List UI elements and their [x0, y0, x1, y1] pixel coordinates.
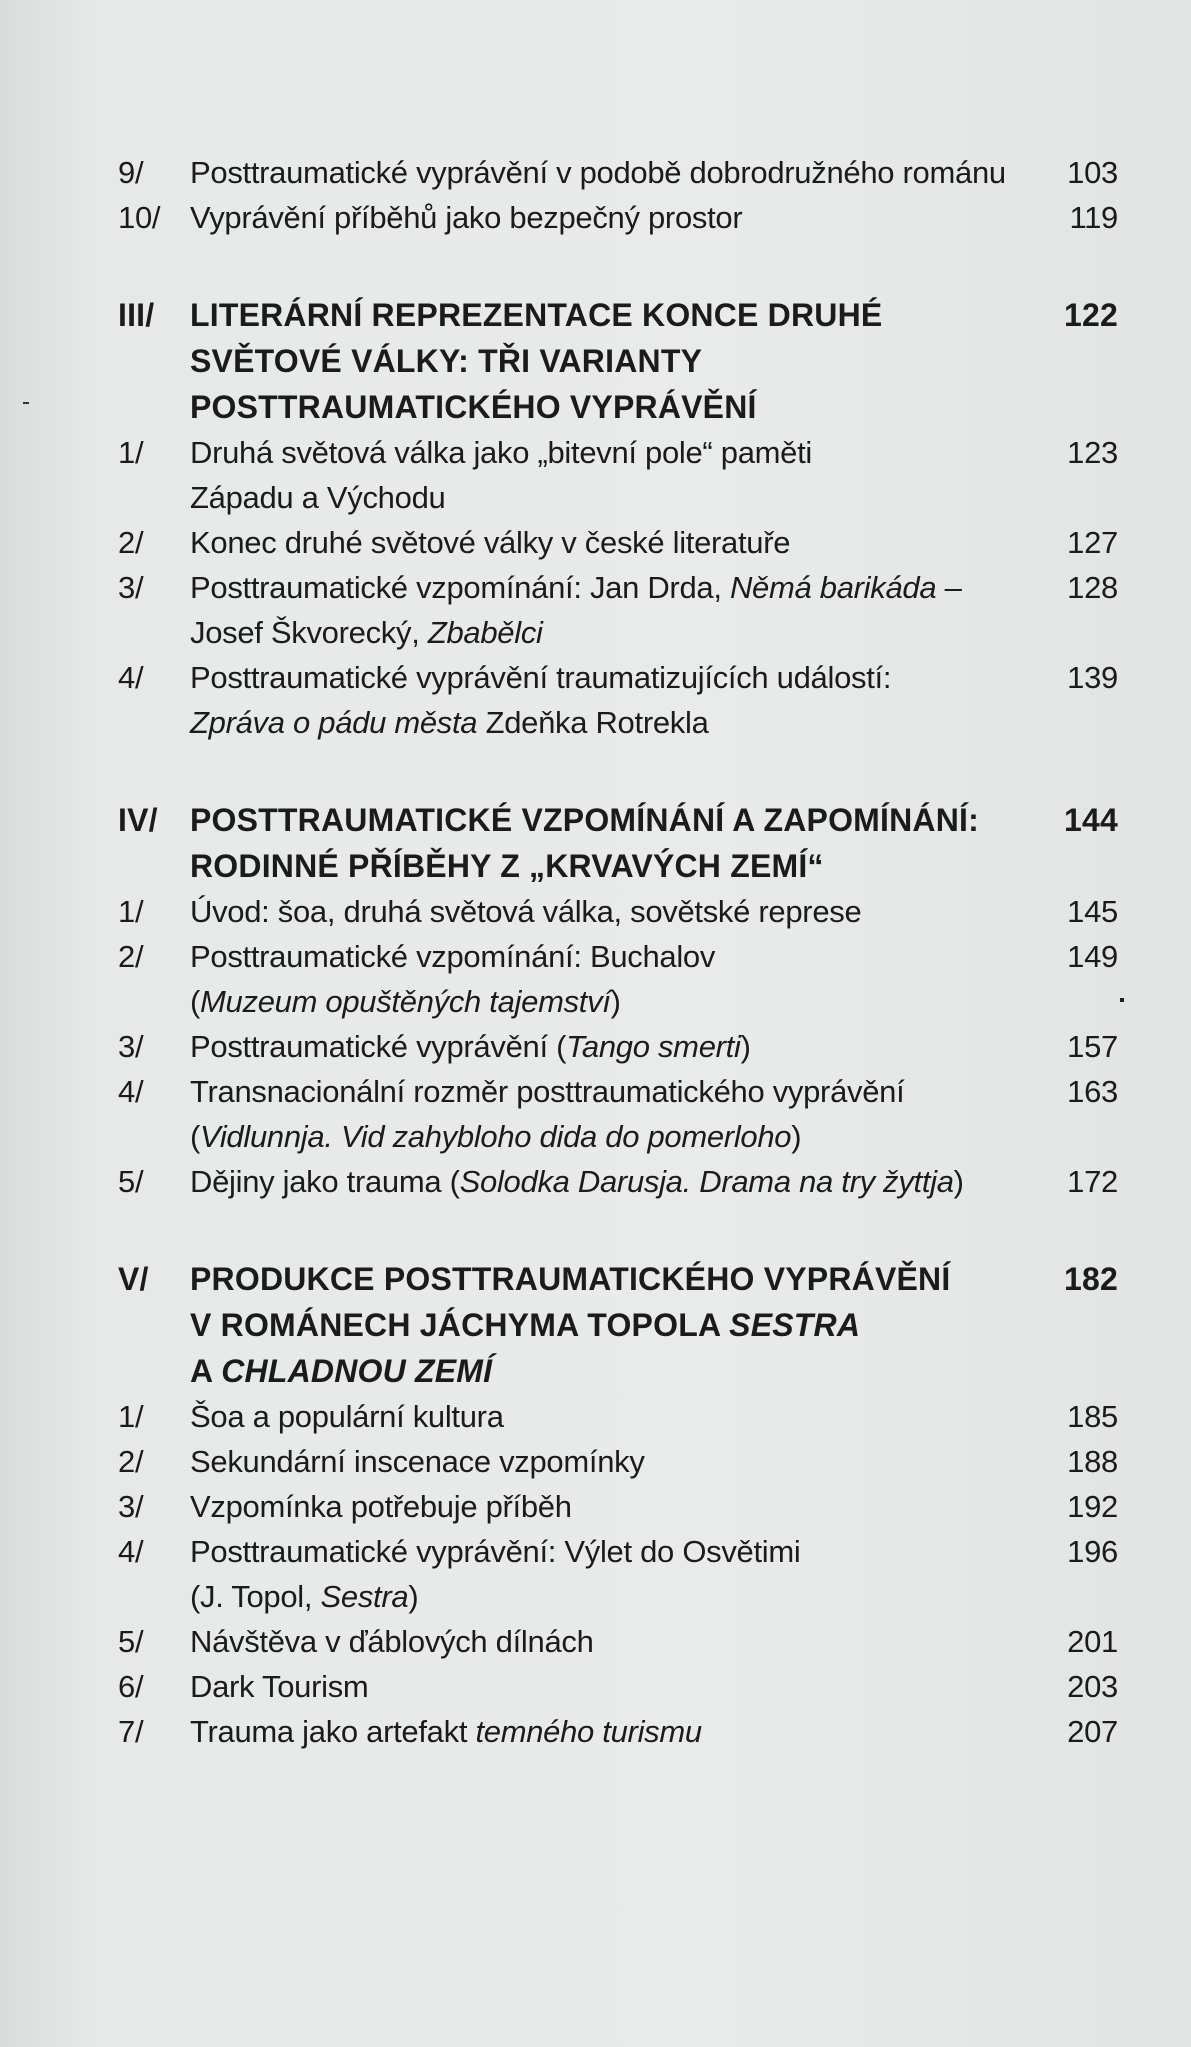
toc-entry[interactable] [118, 655, 1118, 745]
toc-entry[interactable] [118, 1439, 1118, 1484]
part-title-line: LITERÁRNÍ REPREZENTACE KONCE DRUHÉ [190, 297, 883, 333]
toc-entry[interactable] [118, 1394, 1118, 1439]
part-title-italic: CHLADNOU ZEMÍ [221, 1353, 493, 1389]
entry-title-text: Posttraumatické vzpomínání: Buchalov [190, 939, 716, 974]
entry-page: 128 [1067, 570, 1118, 605]
toc-entry[interactable] [118, 520, 1118, 565]
entry-title-italic: Tango smerti [566, 1029, 741, 1064]
entry-page: 127 [1067, 525, 1118, 560]
entry-title-line: Západu a Východu [190, 480, 446, 515]
entry-number: 4/ [118, 660, 144, 695]
toc-part-heading[interactable] [118, 292, 1118, 430]
toc-entry[interactable] [118, 1159, 1118, 1204]
entry-title-italic: temného turismu [475, 1714, 702, 1749]
toc-entry[interactable] [118, 150, 1118, 195]
entry-title [190, 430, 1058, 520]
part-title-line: A [190, 1353, 222, 1389]
entry-title [190, 565, 1058, 655]
entry-title-text: ) [953, 1164, 964, 1199]
entry-title-text: Josef Škvorecký, [190, 615, 428, 650]
entry-title-text: Zdeňka Rotrekla [477, 705, 709, 740]
entry-title-text: Posttraumatické vzpomínání: Jan Drda, [190, 570, 730, 605]
toc-entry[interactable] [118, 1529, 1118, 1619]
entry-number: 7/ [118, 1714, 144, 1749]
entry-number: 3/ [118, 1489, 144, 1524]
entry-title-text: (J. Topol, [190, 1579, 321, 1614]
toc-entry[interactable] [118, 195, 1118, 240]
entry-title-text: Posttraumatické vyprávění: Výlet do Osvětimi [190, 1534, 801, 1569]
entry-title: Dark Tourism [190, 1669, 369, 1704]
part-title [190, 797, 1058, 889]
entry-title-italic: Vidlunnja. Vid zahybloho dida do pomerloho [200, 1119, 792, 1154]
entry-title-text: Posttraumatické vyprávění traumatizujících událostí: [190, 660, 892, 695]
part-number: IV/ [118, 802, 158, 838]
toc-entry[interactable] [118, 1709, 1118, 1754]
entry-page: 203 [1067, 1669, 1118, 1704]
entry-page: 139 [1067, 660, 1118, 695]
section-gap [118, 240, 1118, 292]
entry-page: 172 [1067, 1164, 1118, 1199]
toc-entry[interactable] [118, 1069, 1118, 1159]
entry-title: Sekundární inscenace vzpomínky [190, 1444, 645, 1479]
entry-title: Konec druhé světové války v české literatuře [190, 525, 791, 560]
entry-title-text: ) [408, 1579, 419, 1614]
entry-title [190, 934, 1058, 1024]
part-title [190, 1256, 1058, 1394]
toc-entry[interactable] [118, 934, 1118, 1024]
entry-title-text: Dějiny jako trauma ( [190, 1164, 460, 1199]
entry-page: 207 [1067, 1714, 1118, 1749]
entry-page: 123 [1067, 435, 1118, 470]
part-page: 182 [1064, 1261, 1118, 1297]
entry-number: 4/ [118, 1074, 144, 1109]
entry-number: 1/ [118, 1399, 144, 1434]
entry-title: Návštěva v ďáblových dílnách [190, 1624, 594, 1659]
entry-number: 3/ [118, 1029, 144, 1064]
entry-page: 192 [1067, 1489, 1118, 1524]
toc-entry[interactable] [118, 1024, 1118, 1069]
entry-title: Vyprávění příběhů jako bezpečný prostor [190, 200, 743, 235]
entry-title-text: Trauma jako artefakt [190, 1714, 476, 1749]
entry-number: 2/ [118, 939, 144, 974]
section-gap [118, 745, 1118, 797]
entry-title: Šoa a populární kultura [190, 1399, 504, 1434]
entry-title-text: Transnacionální rozměr posttraumatického vyprávění [190, 1074, 905, 1109]
toc-entry[interactable] [118, 889, 1118, 934]
entry-number: 4/ [118, 1534, 144, 1569]
entry-page: 119 [1069, 200, 1118, 235]
entry-page: 163 [1067, 1074, 1118, 1109]
toc-part-heading[interactable] [118, 1256, 1118, 1394]
entry-number: 5/ [118, 1164, 144, 1199]
entry-title-italic: Solodka Darusja. Drama na try žyttja [459, 1164, 954, 1199]
part-title-line: RODINNÉ PŘÍBĚHY Z „KRVAVÝCH ZEMÍ“ [190, 848, 824, 884]
entry-number: 2/ [118, 525, 144, 560]
entry-title [190, 1024, 1058, 1069]
entry-page: 157 [1067, 1029, 1118, 1064]
page-mark [23, 402, 29, 404]
entry-number: 9/ [118, 155, 144, 190]
part-title-line: SVĚTOVÉ VÁLKY: TŘI VARIANTY [190, 343, 703, 379]
toc-entry[interactable] [118, 1484, 1118, 1529]
entry-title-italic: Zbabělci [427, 615, 543, 650]
entry-title [190, 1069, 1058, 1159]
part-title-line: PRODUKCE POSTTRAUMATICKÉHO VYPRÁVĚNÍ [190, 1261, 951, 1297]
entry-title-text: ( [190, 1119, 201, 1154]
entry-title-text: ) [610, 984, 621, 1019]
entry-number: 10/ [118, 200, 161, 235]
toc-entry[interactable] [118, 1619, 1118, 1664]
entry-number: 1/ [118, 894, 144, 929]
entry-number: 3/ [118, 570, 144, 605]
entry-number: 2/ [118, 1444, 144, 1479]
table-of-contents [118, 150, 1118, 1754]
entry-title-text: ) [740, 1029, 751, 1064]
entry-title-text: Posttraumatické vyprávění ( [190, 1029, 567, 1064]
entry-title: Posttraumatické vyprávění v podobě dobrodružného románu [190, 155, 1006, 190]
entry-page: 188 [1067, 1444, 1118, 1479]
entry-title [190, 655, 1058, 745]
toc-entry[interactable] [118, 565, 1118, 655]
entry-title-text: ( [190, 984, 201, 1019]
entry-title: Vzpomínka potřebuje příběh [190, 1489, 572, 1524]
part-number: V/ [118, 1261, 149, 1297]
entry-page: 149 [1067, 939, 1118, 974]
part-page: 144 [1064, 802, 1118, 838]
part-title-line: POSTTRAUMATICKÉHO VYPRÁVĚNÍ [190, 389, 757, 425]
entry-page: 145 [1067, 894, 1118, 929]
part-title-line: V ROMÁNECH JÁCHYMA TOPOLA [190, 1307, 730, 1343]
entry-title-text: ) [791, 1119, 802, 1154]
entry-page: 103 [1067, 155, 1118, 190]
entry-title-italic: Zpráva o pádu města [190, 705, 478, 740]
entry-title [190, 1709, 1058, 1754]
part-title-italic: SESTRA [729, 1307, 861, 1343]
part-title [190, 292, 1058, 430]
entry-number: 5/ [118, 1624, 144, 1659]
toc-entry[interactable] [118, 1664, 1118, 1709]
page-mark-dot [1120, 998, 1124, 1002]
entry-title-italic: Sestra [320, 1579, 409, 1614]
part-number: III/ [118, 297, 155, 333]
entry-title [190, 1529, 1058, 1619]
entry-title-italic: Němá barikáda [729, 570, 937, 605]
toc-entry[interactable] [118, 430, 1118, 520]
section-gap [118, 1204, 1118, 1256]
entry-title-text: – [936, 570, 962, 605]
entry-title: Úvod: šoa, druhá světová válka, sovětské represe [190, 894, 862, 929]
part-page: 122 [1064, 297, 1118, 333]
entry-title-line: Druhá světová válka jako „bitevní pole“ paměti [190, 435, 813, 470]
entry-page: 196 [1067, 1534, 1118, 1569]
entry-page: 201 [1067, 1624, 1118, 1659]
entry-number: 6/ [118, 1669, 144, 1704]
part-title-line: POSTTRAUMATICKÉ VZPOMÍNÁNÍ A ZAPOMÍNÁNÍ: [190, 802, 979, 838]
entry-page: 185 [1067, 1399, 1118, 1434]
entry-number: 1/ [118, 435, 144, 470]
entry-title [190, 1159, 1058, 1204]
entry-title-italic: Muzeum opuštěných tajemství [200, 984, 611, 1019]
toc-part-heading[interactable] [118, 797, 1118, 889]
